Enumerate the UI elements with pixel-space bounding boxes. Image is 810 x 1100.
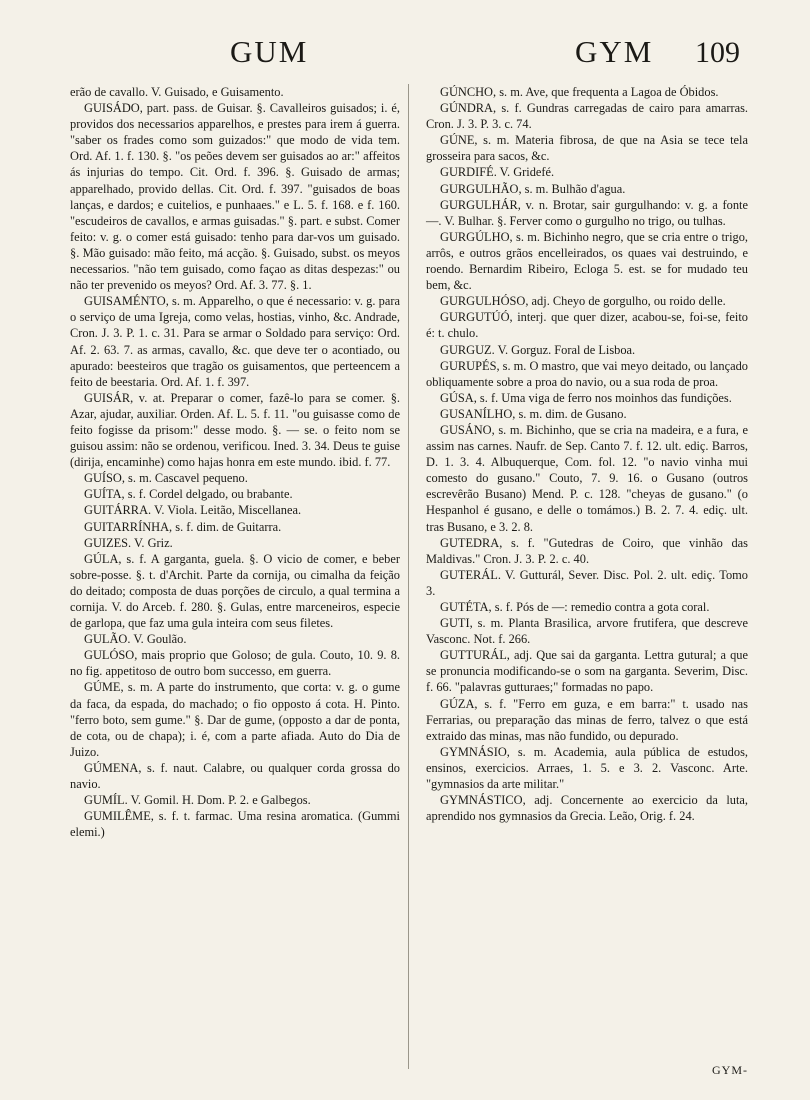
entry: GÚZA, s. f. "Ferro em guza, e em barra:" t. usado nas Ferrarias, ou preparação das minas de ferro, talvez o que está extraido das minas, mas não fundido, ou depurado. [426,696,748,743]
entry: GURGULHÁR, v. n. Brotar, sair gurgulhando: v. g. a fonte —. V. Bulhar. §. Ferver como o gurgulho no trigo, ou tulhas. [426,197,748,228]
catchword: GYM- [712,1063,748,1077]
entry: GÚME, s. m. A parte do instrumento, que corta: v. g. o gume da faca, da espada, do machado; o fio opposto á cota. H. Pinto. "ferro boto, sem gume." §. Dar de gume, (opposto a dar de ponta, de cota, ou de chapa); i. é, com a parte afiada. Auto do Dia de Juizo. [70,680,400,759]
entry: GYMNÁSIO, s. m. Academia, aula pública de estudos, ensinos, exercicios. Arraes, 1. 5. e 3. 2. Vasconc. Arte. "gymnasios da arte militar." [426,744,748,792]
entry: GUISAMÉNTO, s. m. Apparelho, o que é necessario: v. g. para o serviço de uma Igreja, como velas, hostias, vinho, &c. Andrade, Cron. J. 3. P. 1. c. 31. Para se armar o Soldado para serviço: Ord. Af. 2. 63. 7. as armas, cavallo, &c. que deve ter o acontiado, ou apurado: beesteiros que tragão os guisamentos, que perteencem a feito de beestaria. Ord. Af. 1. f. 397. [70,294,400,389]
entry: GURGUTÚÓ, interj. que quer dizer, acabou-se, foi-se, feito é: t. chulo. [426,310,748,341]
page-header [70,34,740,84]
entry: GURUPÉS, s. m. O mastro, que vai meyo deitado, ou lançado obliquamente sobre a proa do navio, ou a sua roda de proa. [426,358,748,389]
entry: GUMÍL. V. Gomil. H. Dom. P. 2. e Galbegos. [84,793,311,808]
entry: GURGULHÃO, s. m. Bulhão d'agua. [440,181,626,196]
entry: GULÓSO, mais proprio que Goloso; de gula. Couto, 10. 9. 8. no fig. appetitoso de outro bom successo, em guerra. [70,648,400,679]
entry: GUSANÍLHO, s. m. dim. de Gusano. [440,406,627,421]
page-number: 109 [695,36,740,69]
entry: erão de cavallo. V. Guisado, e Guisamento. [70,85,284,99]
entry: GUMILÊME, s. f. t. farmac. Uma resina aromatica. (Gummi elemi.) [70,809,400,840]
entry: GUÍSO, s. m. Cascavel pequeno. [84,471,248,486]
entry: GUISÁDO, part. pass. de Guisar. §. Cavalleiros guisados; i. é, providos dos necessarios apparelhos, e prestes para irem á guerra. "saber os frades como som guizados:" que modo de vida tem. Ord. Af. 1. f. 130. §. "os peões devem ser guisados ao ar:" affeitos ás injurias do tempo. Cit. Ord. f. 396. §. Guisado de armas; apparelhado, provido dellas. Cit. Ord. f. 397. "guisados de boas lanças, e dardos; e cuitelios, e punhaaes." e L. 5. f. 168. e f. 160. "escudeiros de cavallos, e armas guisadas." §. part. e subst. Comer feito: v. g. o comer está guisado: tenho para dar-vos um guisado. §. Mão guisado: mão feito, má acção. §. Guisado, subst. os meyos necessarios. "não tem guisado, como façao as ditas despezas:" ou não ter prevenido os meyos? Ord. Af. 3. 77. §. 1. [70,101,400,293]
entry: GUISÁR, v. at. Preparar o comer, fazê-lo para se comer. §. Azar, ajudar, auxiliar. Orden. Af. L. 5. f. 11. "ou guisasse como de feito fogisse da prisom:" desse modo. §. — se. o feito nom se guisou assim: não se ordenou, verificou. Ined. 3. 34. Deus te guise (dirija, encaminhe) como hajas honra em este mundo. ibid. f. 77. [70,390,400,470]
left-column [70,84,400,840]
entry: GUTERÁL. V. Gutturál, Sever. Disc. Pol. 2. ult. ediç. Tomo 3. [426,567,748,598]
entry: GÚMENA, s. f. naut. Calabre, ou qualquer corda grossa do navio. [70,760,400,792]
entry: GUIZES. V. Griz. [84,535,173,550]
entry: GURGUZ. V. Gorguz. Foral de Lisboa. [440,342,636,357]
entry: GYMNÁSTICO, adj. Concernente ao exercicio da luta, aprendido nos gymnasios da Grecia. Leão, Orig. f. 24. [426,793,748,824]
entry: GUTI, s. m. Planta Brasilica, arvore frutifera, que descreve Vasconc. Not. f. 266. [426,616,748,647]
entry: GUTTURÁL, adj. Que sai da garganta. Lettra gutural; a que se pronuncia modificando-se o som na garganta. Severim, Disc. f. 66. "palavras gutturaes;" formadas no papo. [426,648,748,695]
entry: GUTÉTA, s. f. Pós de —: remedio contra a gota coral. [440,600,710,614]
entry: GURGÚLHO, s. m. Bichinho negro, que se cria entre o trigo, arrôs, e outros grãos encelleirados, os quaes vai destruindo, e roendo. Bernardim Ribeiro, Ecloga 5. est. se for mudado teu bem, &c. [426,229,748,293]
entry: GURGULHÓSO, adj. Cheyo de gorgulho, ou roido delle. [440,294,726,309]
entry: GURDIFÉ. V. Gridefé. [440,165,555,180]
header-left-word: GUM [230,34,309,69]
column-divider [408,84,409,1069]
entry: GÚNCHO, s. m. Ave, que frequenta a Lagoa de Óbidos. [440,85,719,99]
entry: GULÃO. V. Goulão. [84,632,187,647]
right-column [426,84,748,824]
entry: GUSÁNO, s. m. Bichinho, que se cria na madeira, e a fura, e assim nas carnes. Naufr. de Sep. Canto 7. f. 12. ult. ediç. Barros, D. 1. 3. 4. Albuquerque, Com. fol. 12. "o navio vinha mui comesto do gusano." Couto, 7. 9. 16. o Gusano (outros escrevêrão Busano) Mend. P. c. 128. "cheyas de gusano." (o Hespanhol é gusano, e delle o tomámos.) B. 2. 7. 4. ediç. ult. tras Busano, e 3. 2. 8. [426,422,748,534]
entry: GUTEDRA, s. f. "Gutedras de Coiro, que vinhão das Maldivas." Cron. J. 3. P. 2. c. 40. [426,535,748,566]
entry: GUITARRÍNHA, s. f. dim. de Guitarra. [84,519,282,534]
entry: GUÍTA, s. f. Cordel delgado, ou brabante. [84,487,293,502]
header-right-word: GYM [575,34,654,69]
entry: GÚSA, s. f. Uma viga de ferro nos moinhos das fundições. [440,390,732,405]
entry: GÚNE, s. m. Materia fibrosa, de que na Asia se tece tela grosseira para sacos, &c. [426,133,748,164]
entry: GÚNDRA, s. f. Gundras carregadas de cairo para amarras. Cron. J. 3. P. 3. c. 74. [426,101,748,132]
entry: GÚLA, s. f. A garganta, guela. §. O vicio de comer, e beber sobre-posse. §. t. d'Archit. Parte da cornija, ou cimalha da feição do deitado; composta de duas porções de circulo, a qual termina a cornija. V. do Arceb. f. 280. §. Gulas, entre marceneiros, especie de garlopa, que faz uma gula inteira com seus filetes. [70,551,400,631]
entry: GUITÁRRA. V. Viola. Leitão, Miscellanea. [84,503,302,518]
